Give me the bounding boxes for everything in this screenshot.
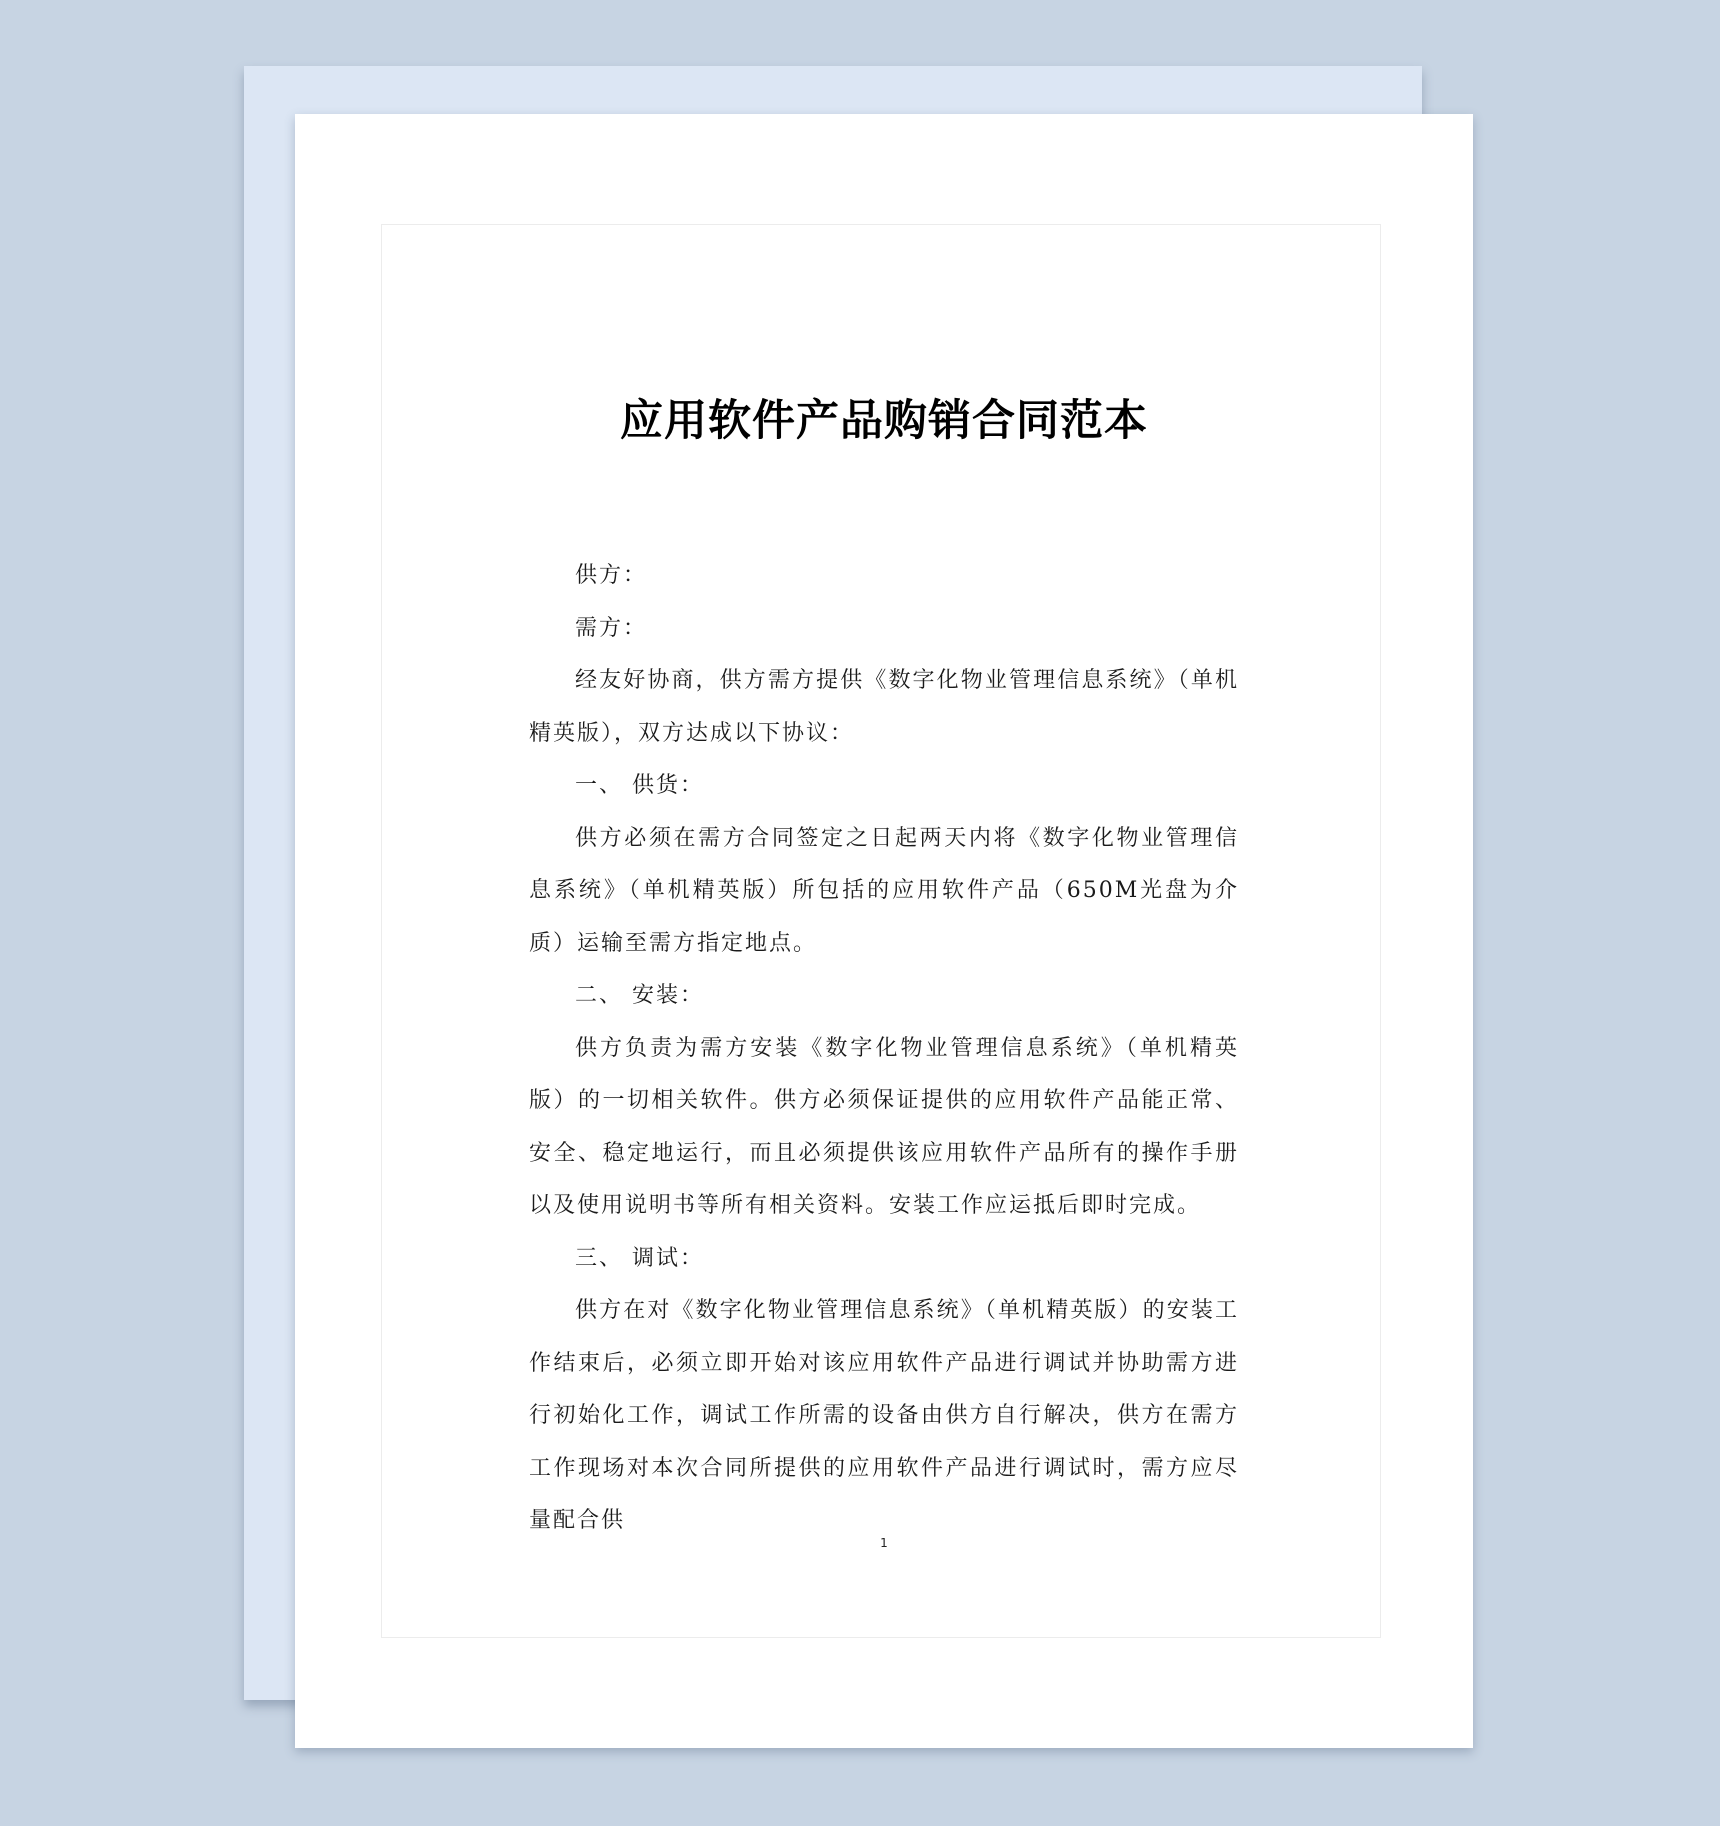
paragraph-intro: 经友好协商，供方需方提供《数字化物业管理信息系统》（单机精英版），双方达成以下协议： (529, 668, 1239, 746)
paragraph-supplier: 供方： (575, 563, 648, 588)
document-body (529, 550, 1239, 1548)
paragraph-supply: 供方必须在需方合同签定之日起两天内将《数字化物业管理信息系统》（单机精英版）所包括的应用软件产品（650M光盘为介质）运输至需方指定地点。 (529, 825, 1239, 956)
paragraph-buyer: 需方： (575, 615, 648, 641)
page-number: 1 (880, 1536, 888, 1550)
section-heading-debug: 三、 调试： (575, 1245, 704, 1271)
document-page (295, 114, 1473, 1748)
section-heading-supply: 一、 供货： (575, 773, 704, 798)
document-title: 应用软件产品购销合同范本 (620, 396, 1148, 446)
section-heading-install: 二、 安装： (575, 983, 704, 1008)
paragraph-debug: 供方在对《数字化物业管理信息系统》（单机精英版）的安装工作结束后，必须立即开始对该应用软件产品进行调试并协助需方进行初始化工作，调试工作所需的设备由供方自行解决，供方在需方工作现场对本次合同所提供的应用软件产品进行调试时，需方应尽量配合供 (529, 1298, 1239, 1533)
paragraph-install: 供方负责为需方安装《数字化物业管理信息系统》（单机精英版）的一切相关软件。供方必须保证提供的应用软件产品能正常、安全、稳定地运行，而且必须提供该应用软件产品所有的操作手册以及使用说明书等所有相关资料。安装工作应运抵后即时完成。 (529, 1035, 1239, 1218)
